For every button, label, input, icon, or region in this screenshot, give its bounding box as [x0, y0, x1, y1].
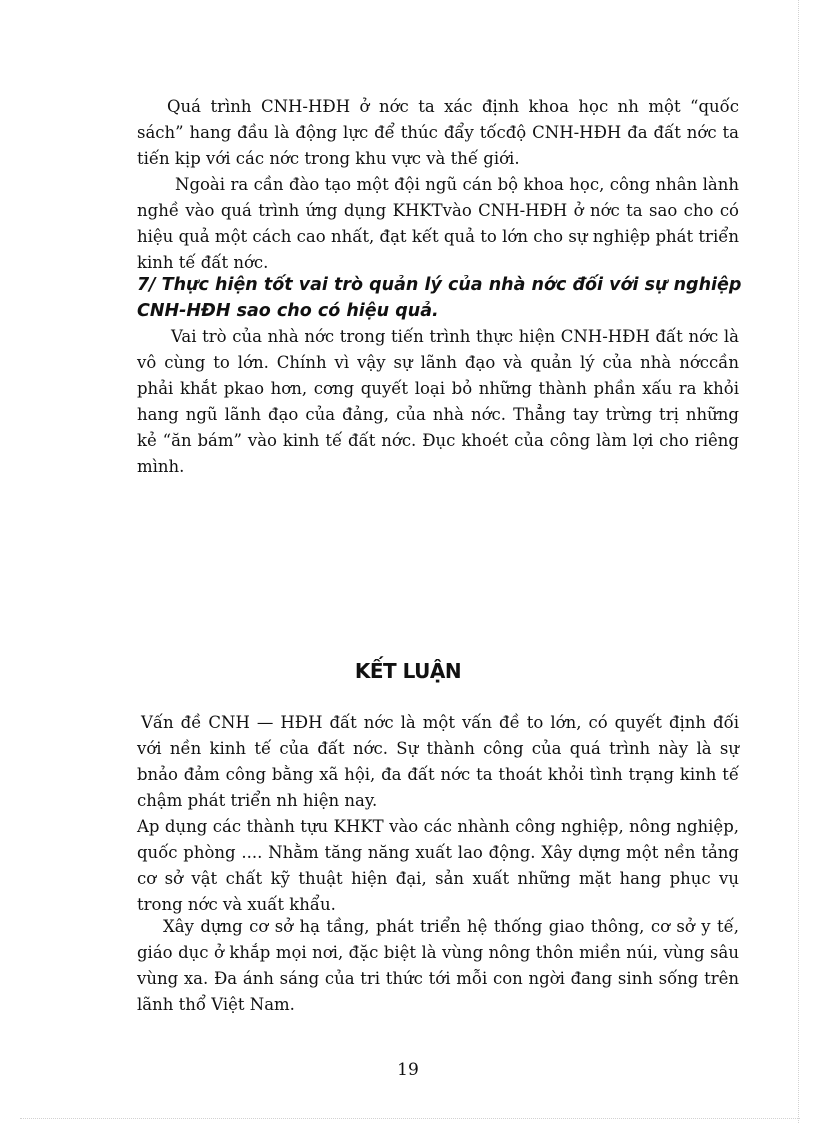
paragraph-state-role: Vai trò của nhà nớc trong tiến trình thực hiện CNH-HĐH đất nớc là vô cùng to lớn. Chính vì vậy sự lãnh đạo và quản lý của nhà nớccần phải khắt pkao hơn, cơng quyết loại bỏ những thành phần xấu ra khỏi hang ngũ lãnh đạo của đảng, của nhà nớc. Thẳng tay trừng trị những kẻ “ăn bám” vào kinh tế đất nớc. Đục khoét của công làm lợi cho riêng mình.: [137, 327, 739, 476]
page-border-right: [798, 0, 799, 1123]
page-border-bottom: [20, 1118, 800, 1119]
paragraph-conclusion-3: Xây dựng cơ sở hạ tầng, phát triển hệ thống giao thông, cơ sở y tế, giáo dục ở khắp mọi nơi, đặc biệt là vùng nông thôn miền núi, vùng sâu vùng xa. Đa ánh sáng của tri thức tới mỗi con ngời đang sinh sống trên lãnh thổ Việt Nam.: [137, 917, 739, 1014]
paragraph-conclusion-2: Ap dụng các thành tựu KHKT vào các nhành công nghiệp, nông nghiệp, quốc phòng .... Nhằm tăng năng xuất lao động. Xây dựng một nền tảng cơ sở vật chất kỹ thuật hiện đại, sản xuất những mặt hang phục vụ trong nớc và xuất khẩu.: [137, 817, 739, 914]
paragraph-training-workforce: Ngoài ra cần đào tạo một đội ngũ cán bộ khoa học, công nhân lành nghề vào quá trình ứng dụng KHKTvào CNH-HĐH ở nớc ta sao cho có hiệu quả một cách cao nhất, đạt kết quả to lớn cho sự nghiệp phát triển kinh tế đất nớc.: [137, 175, 739, 272]
page-number: 19: [397, 1060, 419, 1080]
paragraph-science-priority: Quá trình CNH-HĐH ở nớc ta xác định khoa học nh một “quốc sách” hang đầu là động lực để thúc đẩy tốcđộ CNH-HĐH đa đất nớc ta tiến kịp với các nớc trong khu vực và thế giới.: [137, 97, 739, 168]
section-heading-state-management: 7/ Thực hiện tốt vai trò quản lý của nhà nớc đối với sự nghiệp CNH-HĐH sao cho có hiệu quả.: [137, 275, 742, 321]
conclusion-title: KẾT LUẬN: [354, 659, 462, 683]
paragraph-conclusion-1: Vấn đề CNH — HĐH đất nớc là một vấn đề to lớn, có quyết định đối với nền kinh tế của đất nớc. Sự thành công của quá trình này là sự bnảo đảm công bằng xã hội, đa đất nớc ta thoát khỏi tình trạng kinh tế chậm phát triển nh hiện nay.: [137, 713, 739, 810]
